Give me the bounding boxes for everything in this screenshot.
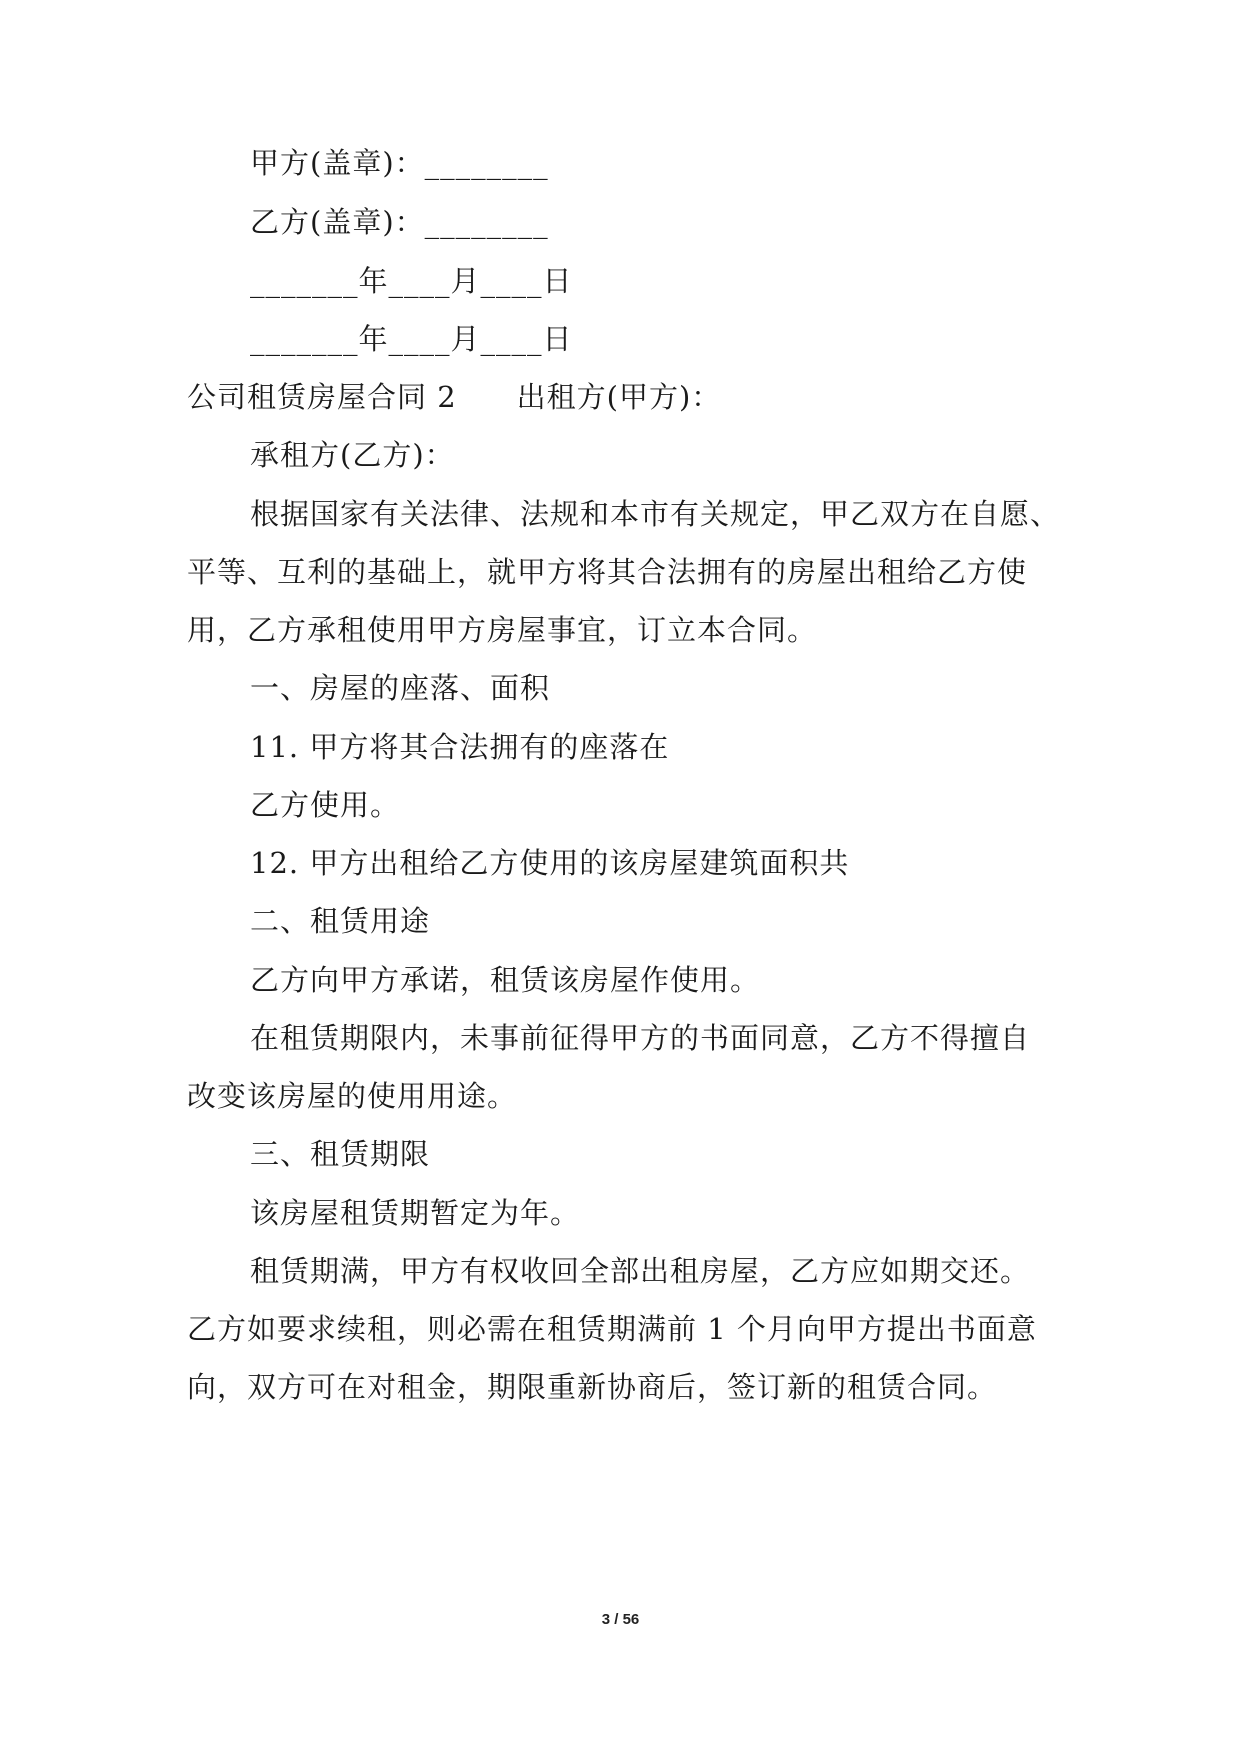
renewal-line: 租赁期满，甲方有权收回全部出租房屋，乙方应如期交还。 [250,1254,1031,1288]
contract-title-line: 公司租赁房屋合同 2 出租方(甲方)： [187,380,722,414]
clause-1-1-continued: 乙方使用。 [250,788,401,822]
use-promise: 乙方向甲方承诺，租赁该房屋作使用。 [250,963,761,997]
term-line: 该房屋租赁期暂定为年。 [250,1196,581,1230]
clause-1-2: 12. 甲方出租给乙方使用的该房屋建筑面积共 [250,846,850,880]
party-a-seal: 甲方(盖章)：________ [250,146,549,180]
section-heading-1: 一、房屋的座落、面积 [250,671,551,705]
signature-date-2: _______年____月____日 [250,322,573,356]
party-b-seal: 乙方(盖章)：________ [250,205,549,239]
preamble-line: 根据国家有关法律、法规和本市有关规定，甲乙双方在自愿、 [250,497,1061,531]
use-limit-line: 在租赁期限内，未事前征得甲方的书面同意，乙方不得擅自 [250,1021,1031,1055]
lessee-line: 承租方(乙方)： [250,438,455,472]
page-number: 3 / 56 [601,1611,640,1628]
signature-date-1: _______年____月____日 [250,264,573,298]
clause-1-1: 11. 甲方将其合法拥有的座落在 [250,730,670,764]
use-limit-line: 改变该房屋的使用用途。 [187,1079,518,1113]
renewal-line: 乙方如要求续租，则必需在租赁期满前 1 个月向甲方提出书面意 [187,1312,1037,1346]
section-heading-2: 二、租赁用途 [250,904,431,938]
preamble-line: 平等、互利的基础上，就甲方将其合法拥有的房屋出租给乙方使 [187,555,1028,589]
renewal-line: 向，双方可在对租金，期限重新协商后，签订新的租赁合同。 [187,1370,998,1404]
preamble-line: 用，乙方承租使用甲方房屋事宜，订立本合同。 [187,613,818,647]
section-heading-3: 三、租赁期限 [250,1137,431,1171]
